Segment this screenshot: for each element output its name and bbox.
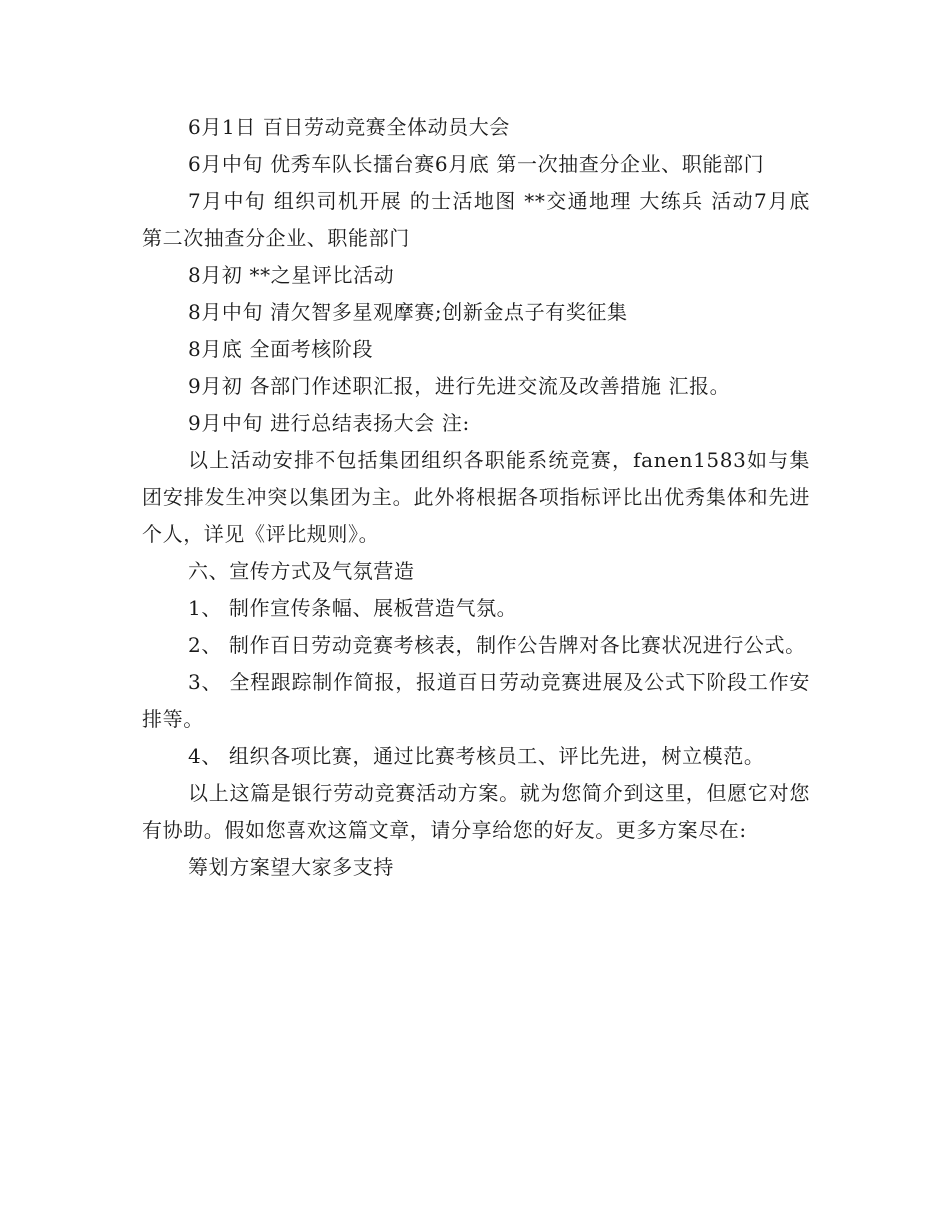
- section-heading-publicity: 六、宣传方式及气氛营造: [188, 559, 415, 583]
- list-item-4: 4、 组织各项比赛，通过比赛考核员工、评比先进，树立模范。: [188, 744, 765, 768]
- paragraph-schedule-sep-mid: 9月中旬 进行总结表扬大会 注:: [188, 411, 470, 435]
- paragraph-closing: 以上这篇是银行劳动竞赛活动方案。就为您简介到这里，但愿它对您有协助。假如您喜欢这篇文章，请分享给您的好友。更多方案尽在:: [142, 781, 810, 842]
- list-item-1: 1、 制作宣传条幅、展板营造气氛。: [188, 596, 518, 620]
- list-item-2: 2、 制作百日劳动竞赛考核表，制作公告牌对各比赛状况进行公式。: [188, 633, 806, 657]
- paragraph-schedule-jun-mid: 6月中旬 优秀车队长擂台赛6月底 第一次抽查分企业、职能部门: [188, 152, 765, 176]
- paragraph-schedule-aug-mid: 8月中旬 清欠智多星观摩赛;创新金点子有奖征集: [188, 300, 628, 324]
- paragraph-final: 筹划方案望大家多支持: [188, 855, 394, 879]
- paragraph-schedule-aug-early: 8月初 **之星评比活动: [188, 263, 395, 287]
- list-item-3: 3、 全程跟踪制作简报，报道百日劳动竞赛进展及公式下阶段工作安排等。: [142, 670, 810, 731]
- paragraph-schedule-aug-end: 8月底 全面考核阶段: [188, 337, 374, 361]
- document-body: [142, 109, 810, 886]
- paragraph-note: 以上活动安排不包括集团组织各职能系统竞赛，fanen1583如与集团安排发生冲突以集团为主。此外将根据各项指标评比出优秀集体和先进个人，详见《评比规则》。: [142, 448, 810, 546]
- paragraph-schedule-sep-early: 9月初 各部门作述职汇报，进行先进交流及改善措施 汇报。: [188, 374, 731, 398]
- paragraph-schedule-jul-mid: 7月中旬 组织司机开展 的士活地图 **交通地理 大练兵 活动7月底 第二次抽查分企业、职能部门: [142, 189, 810, 250]
- paragraph-schedule-jun-1: 6月1日 百日劳动竞赛全体动员大会: [188, 115, 511, 139]
